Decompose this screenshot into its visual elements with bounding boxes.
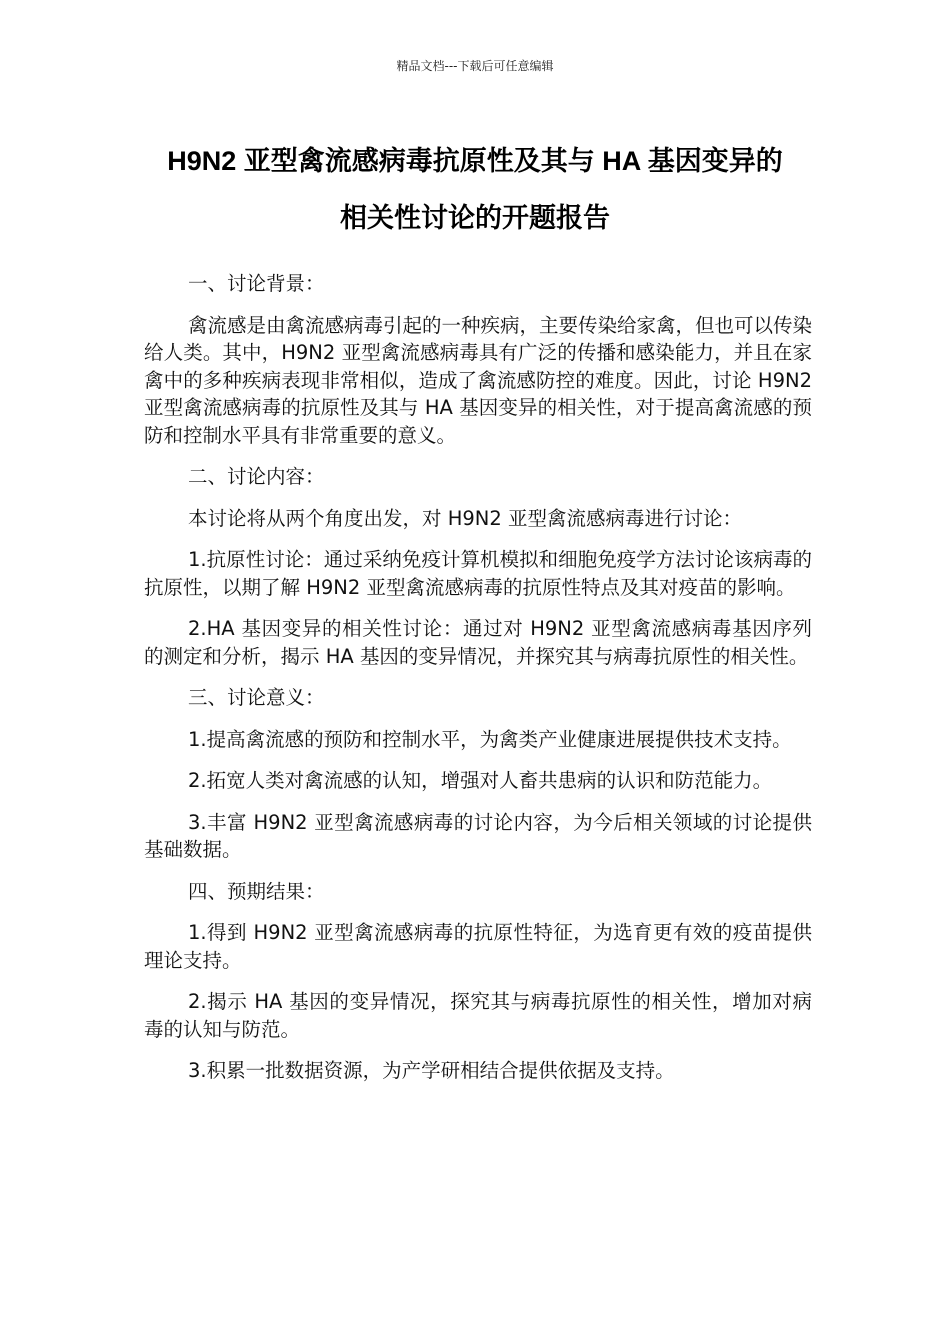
paragraph-content-intro: 本讨论将从两个角度出发，对 H9N2 亚型禽流感病毒进行讨论： bbox=[188, 506, 742, 530]
section-heading-expected-results: 四、预期结果： bbox=[188, 879, 325, 903]
paragraph-background: 禽流感是由禽流感病毒引起的一种疾病，主要传染给家禽，但也可以传染给人类。其中，H9N2 亚型禽流感病毒具有广泛的传播和感染能力，并且在家禽中的多种疾病表现非常相似，造成了禽流感防控的难度。因此，讨论 H9N2 亚型禽流感病毒的抗原性及其与 HA 基因变异的相关性，对于提高禽流感的预防和控制水平具有非常重要的意义。 bbox=[144, 313, 813, 447]
header-note: 精品文档---下载后可任意编辑 bbox=[396, 59, 554, 73]
section-heading-background: 一、讨论背景： bbox=[188, 272, 325, 295]
paragraph-significance-item-1: 1.提高禽流感的预防和控制水平，为禽类产业健康进展提供技术支持。 bbox=[188, 727, 792, 751]
paragraph-results-item-3: 3.积累一批数据资源，为产学研相结合提供依据及支持。 bbox=[188, 1059, 675, 1082]
paragraph-content-item-1: 1.抗原性讨论：通过采纳免疫计算机模拟和细胞免疫学方法讨论该病毒的抗原性，以期了解 H9N2 亚型禽流感病毒的抗原性特点及其对疫苗的影响。 bbox=[144, 548, 812, 599]
paragraph-significance-item-3: 3.丰富 H9N2 亚型禽流感病毒的讨论内容，为今后相关领域的讨论提供基础数据。 bbox=[144, 810, 812, 861]
paragraph-results-item-2: 2.揭示 HA 基因的变异情况，探究其与病毒抗原性的相关性，增加对病毒的认知与防范。 bbox=[144, 990, 812, 1041]
document-title-line-2: 相关性讨论的开题报告 bbox=[340, 203, 610, 233]
section-heading-content: 二、讨论内容： bbox=[188, 465, 325, 488]
document-title-line-1: H9N2 亚型禽流感病毒抗原性及其与 HA 基因变异的 bbox=[167, 146, 783, 176]
paragraph-results-item-1: 1.得到 H9N2 亚型禽流感病毒的抗原性特征，为选育更有效的疫苗提供理论支持。 bbox=[144, 921, 812, 972]
document-body bbox=[144, 270, 812, 1099]
paragraph-content-item-2: 2.HA 基因变异的相关性讨论：通过对 H9N2 亚型禽流感病毒基因序列的测定和分析，揭示 HA 基因的变异情况，并探究其与病毒抗原性的相关性。 bbox=[144, 617, 812, 668]
paragraph-significance-item-2: 2.拓宽人类对禽流感的认知，增强对人畜共患病的认识和防范能力。 bbox=[188, 769, 773, 792]
section-heading-significance: 三、讨论意义： bbox=[188, 686, 325, 709]
